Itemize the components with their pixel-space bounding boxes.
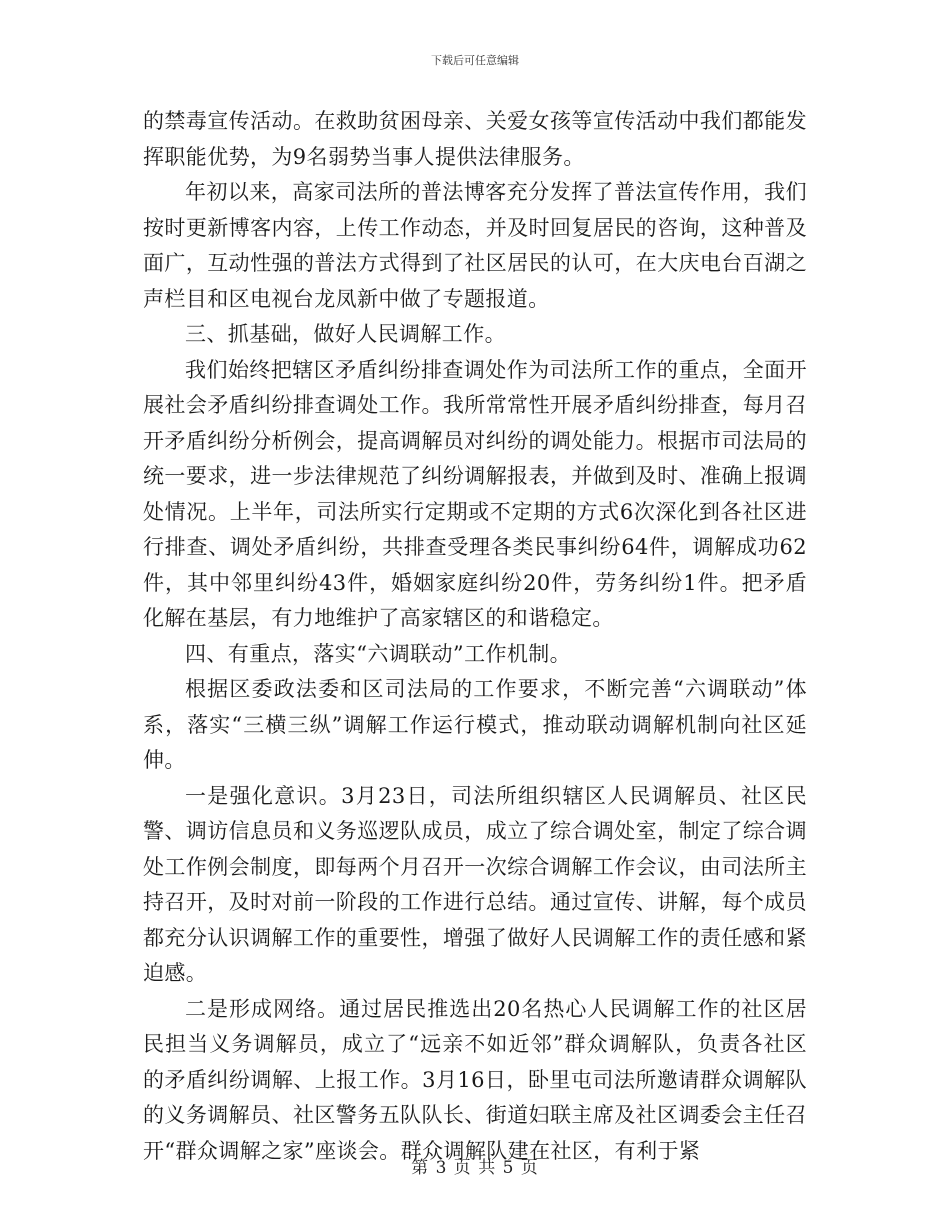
page-header: 下载后可任意编辑	[431, 54, 519, 67]
paragraph-8: 二是形成网络。通过居民推选出20名热心人民调解工作的社区居民担当义务调解员，成立了“远亲不如近邻”群众调解队，负责各社区的矛盾纠纷调解、上报工作。3月16日，卧里屯司法所邀请群众调解队的义务调解员、社区警务五队队长、街道妇联主席及社区调委会主任召开“群众调解之家”座谈会。群众调解队建在社区，有利于紧	[143, 996, 807, 1163]
paragraph-1: 的禁毒宣传活动。在救助贫困母亲、关爱女孩等宣传活动中我们都能发挥职能优势，为9名弱势当事人提供法律服务。	[143, 109, 807, 169]
section-heading-4: 四、有重点，落实“六调联动”工作机制。	[185, 641, 572, 666]
section-heading-3: 三、抓基础，做好人民调解工作。	[185, 322, 506, 346]
paragraph-2: 年初以来，高家司法所的普法博客充分发挥了普法宣传作用，我们按时更新博客内容，上传工作动态，并及时回复居民的咨询，这种普及面广，互动性强的普法方式得到了社区居民的认可，在大庆电台百湖之声栏目和区电视台龙凤新中做了专题报道。	[143, 180, 807, 311]
paragraph-6: 根据区委政法委和区司法局的工作要求，不断完善“六调联动”体系，落实“三横三纵”调解工作运行模式，推动联动调解机制向社区延伸。	[143, 677, 807, 772]
document-body	[143, 104, 807, 1169]
paragraph-7: 一是强化意识。3月23日，司法所组织辖区人民调解员、社区民警、调访信息员和义务巡逻队成员，成立了综合调处室，制定了综合调处工作例会制度，即每两个月召开一次综合调解工作会议，由司法所主持召开，及时对前一阶段的工作进行总结。通过宣传、讲解，每个成员都充分认识调解工作的重要性，增强了做好人民调解工作的责任感和紧迫感。	[143, 783, 807, 985]
page-footer: 第 3 页 共 5 页	[411, 1158, 539, 1178]
paragraph-4: 我们始终把辖区矛盾纠纷排查调处作为司法所工作的重点，全面开展社会矛盾纠纷排查调处工作。我所常常性开展矛盾纠纷排查，每月召开矛盾纠纷分析例会，提高调解员对纠纷的调处能力。根据市司法局的统一要求，进一步法律规范了纠纷调解报表，并做到及时、准确上报调处情况。上半年，司法所实行定期或不定期的方式6次深化到各社区进行排查、调处矛盾纠纷，共排查受理各类民事纠纷64件，调解成功62件，其中邻里纠纷43件，婚姻家庭纠纷20件，劳务纠纷1件。把矛盾化解在基层，有力地维护了高家辖区的和谐稳定。	[143, 357, 807, 630]
